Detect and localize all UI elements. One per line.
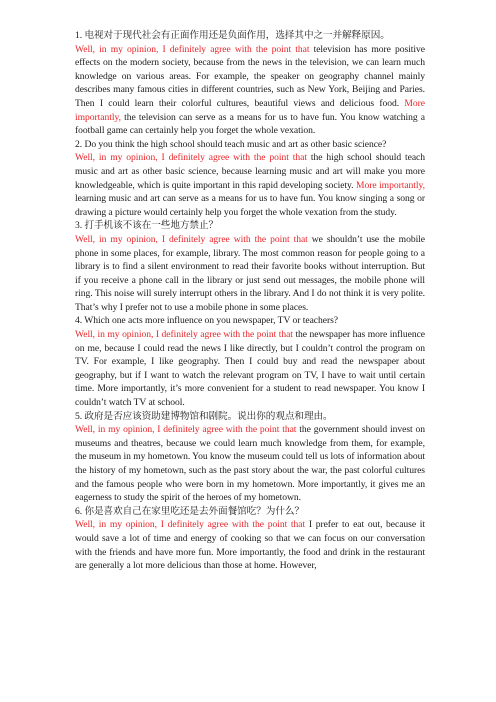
answer-4 (75, 328, 425, 410)
answer-4-text: the newspaper has more influence on me, because I could read the news I like directly, but I couldn’t control the program on TV. For example, I like geography. Then I could buy and read the newspaper about geography, but if I want to watch the relevant program on TV, I have to wait until certain time. More importantly, it’s more convenient for a student to read newspaper. You know I couldn’t watch TV at school. (75, 329, 425, 409)
document-body (75, 29, 425, 573)
answer-3 (75, 233, 425, 315)
question-4: 4. Which one acts more influence on you newspaper, TV or teachers? (75, 315, 338, 327)
answer-2-text-b: learning music and art can serve as a means for us to have fun. You know singing a song or drawing a picture would certainly help you forget the whole vexation from the study. (75, 193, 425, 218)
qa-entry-5 (75, 410, 425, 505)
question-6: 6. 你是喜欢自己在家里吃还是去外面餐馆吃？为什么？ (75, 505, 304, 517)
qa-entry-2 (75, 138, 425, 220)
answer-2-text-a: the high school should teach music and art as other basic science, because learning music and art will make you more knowledgeable, which is quite important in this rapid developing society. (75, 152, 426, 191)
answer-5-opening: Well, in my opinion, I definitely agree with the point that (75, 424, 300, 436)
answer-2-transition: More importantly, (356, 179, 425, 191)
answer-3-opening: Well, in my opinion, I definitely agree with the point that (75, 233, 312, 245)
answer-5 (75, 423, 425, 505)
answer-6-opening: Well, in my opinion, I definitely agree with the point that (75, 519, 309, 531)
answer-1-text-b: the television can serve as a means for us to have fun. You know watching a football game can certainly help you forget the whole vexation. (75, 111, 425, 137)
answer-2 (75, 151, 425, 219)
question-2: 2. Do you think the high school should teach music and art as other basic science? (75, 138, 387, 150)
answer-1-opening: Well, in my opinion, I definitely agree with the point that (75, 43, 314, 55)
answer-6-text: I prefer to eat out, because it would save a lot of time and energy of cooking so that we can focus on our conversation with the friends and have more fun. More importantly, the food and drink in the restaurant are generally a lot more delicious than those at home. However, (75, 519, 425, 572)
question-3: 3. 打手机该不该在一些地方禁止？ (75, 220, 219, 232)
answer-5-text: the government should invest on museums and theatres, because we could learn much knowledge from them, for example, the museum in my hometown. You know the museum could tell us lots of information about the history of my hometown, such as the past story about the war, the past colorful cultures and the famous people who were born in my hometown. More importantly, it gives me an eagerness to study the spirit of the heroes of my hometown. (75, 424, 425, 504)
qa-entry-4 (75, 314, 425, 409)
qa-entry-1 (75, 29, 425, 138)
answer-2-opening: Well, in my opinion, I definitely agree with the point that (75, 152, 311, 164)
answer-1 (75, 43, 425, 138)
answer-3-text: we shouldn’t use the mobile phone in some places, for example, library. The most common reason for people going to a library is to find a silent environment to read their favorite books without interruption. But if you receive a phone call in the library or just send out messages, the mobile phone will ring. This noise will surely interrupt others in the library. And I do not think it is very polite. That’s why I prefer not to use a mobile phone in some places. (75, 233, 426, 313)
qa-entry-6 (75, 505, 425, 573)
answer-1-text-a: television has more positive effects on the modern society, because from the news in the television, we can learn much knowledge on various areas. For example, the speaker on geography channel mainly describes many famous cities in different countries, such as New York, Beijing and Paries. Then I could learn their colorful cultures, beautiful views and delicious food. (75, 43, 425, 109)
answer-6 (75, 518, 425, 572)
answer-4-opening: Well, in my opinion, I definitely agree with the point that (75, 329, 296, 341)
question-5: 5. 政府是否应该资助建博物馆和剧院。说出你的观点和理由。 (75, 410, 333, 422)
question-1: 1. 电视对于现代社会有正面作用还是负面作用，选择其中之一并解释原因。 (75, 30, 390, 41)
qa-entry-3 (75, 219, 425, 314)
answer-1-transition: More importantly, (75, 97, 425, 123)
